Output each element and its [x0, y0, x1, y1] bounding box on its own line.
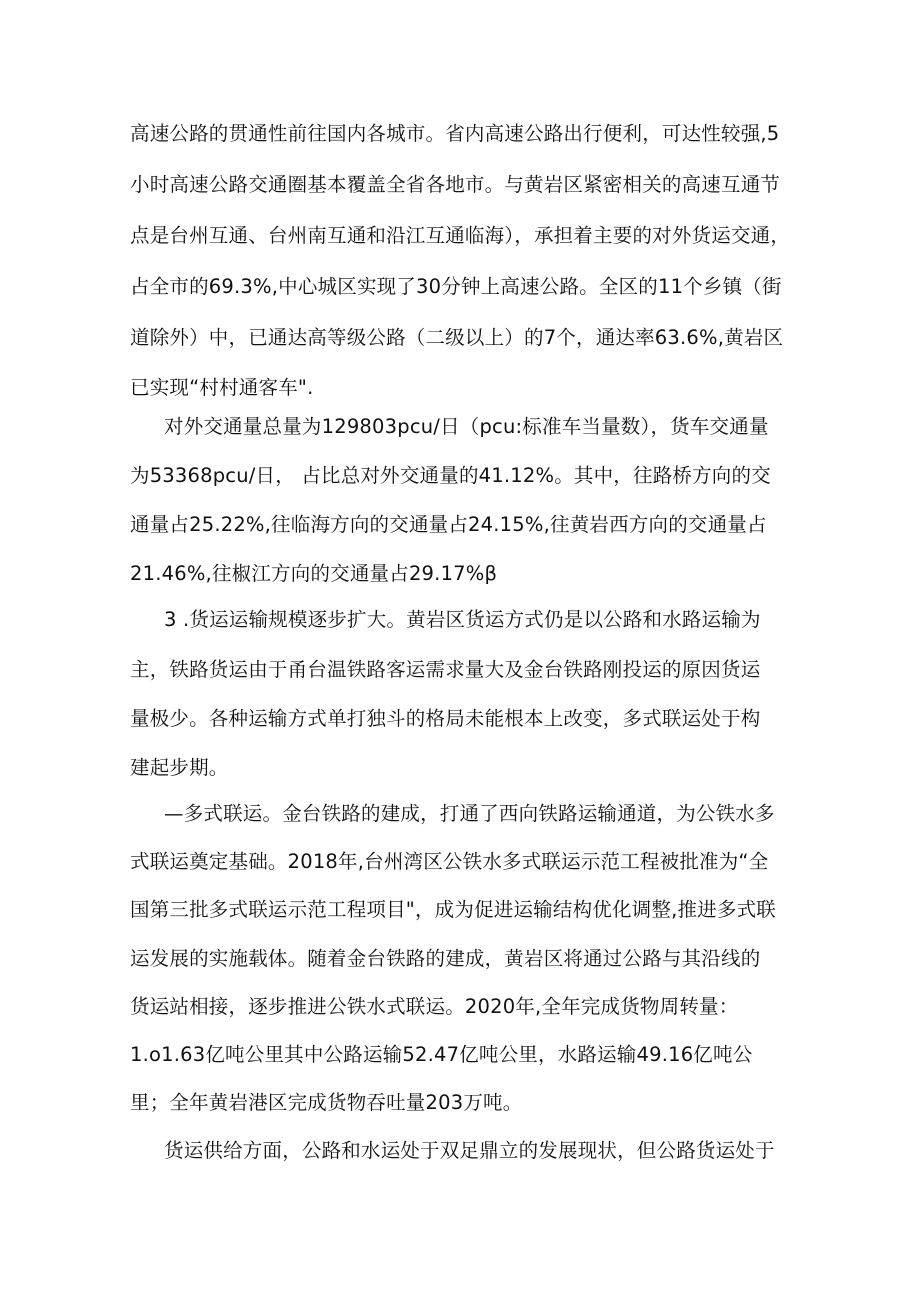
text-line: 运发展的实施载体。随着金台铁路的建成，黄岩区将通过公路与其沿线的 [130, 947, 761, 970]
text-line: 占全市的69.3%,中心城区实现了30分钟上高速公路。全区的11个乡镇（街 [130, 275, 782, 298]
text-line: 已实现“村村通客车". [130, 376, 314, 399]
text-line: 国第三批多式联运示范工程项目"，成为促进运输结构优化调整,推进多式联 [130, 898, 776, 921]
text-line: 道除外）中，已通达高等级公路（二级以上）的7个，通达率63.6%,黄岩区 [130, 326, 784, 349]
text-line: 式联运奠定基础。2018年,台州湾区公铁水多式联运示范工程被批准为“全 [130, 850, 769, 873]
text-line: 1.o1.63亿吨公里其中公路运输52.47亿吨公里，水路运输49.16亿吨公 [130, 1043, 753, 1066]
text-line: 高速公路的贯通性前往国内各城市。省内高速公路出行便利，可达性较强,5 [130, 122, 780, 145]
text-line: 3 .货运运输规模逐步扩大。黄岩区货运方式仍是以公路和水路运输为 [164, 608, 761, 631]
text-line: 货运供给方面，公路和水运处于双足鼎立的发展现状，但公路货运处于 [164, 1139, 775, 1162]
text-line: 点是台州互通、台州南互通和沿江互通临海），承担着主要的对外货运交通， [130, 224, 791, 247]
text-line: 对外交通量总量为129803pcu/日（pcu:标准车当量数），货车交通量 [164, 415, 769, 438]
text-line: 21.46%,往椒江方向的交通量占29.17%β [130, 562, 498, 585]
text-line: 建起步期。 [130, 756, 229, 779]
text-line: 货运站相接，逐步推进公铁水式联运。2020年,全年完成货物周转量： [130, 995, 739, 1018]
text-line: 小时高速公路交通圈基本覆盖全省各地市。与黄岩区紧密相关的高速互通节 [130, 173, 781, 196]
text-line: —多式联运。金台铁路的建成，打通了西向铁路运输通道，为公铁水多 [164, 802, 775, 825]
text-line: 主，铁路货运由于甬台温铁路客运需求量大及金台铁路刚投运的原因货运 [130, 658, 761, 681]
text-line: 里；全年黄岩港区完成货物吞吐量203万吨。 [130, 1091, 523, 1114]
text-line: 为53368pcu/日， 占比总对外交通量的41.12%。其中，往路桥方向的交 [130, 464, 771, 487]
text-line: 通量占25.22%,往临海方向的交通量占24.15%,往黄岩西方向的交通量占 [130, 513, 767, 536]
text-line: 量极少。各种运输方式单打独斗的格局未能根本上改变，多式联运处于构 [130, 707, 761, 730]
